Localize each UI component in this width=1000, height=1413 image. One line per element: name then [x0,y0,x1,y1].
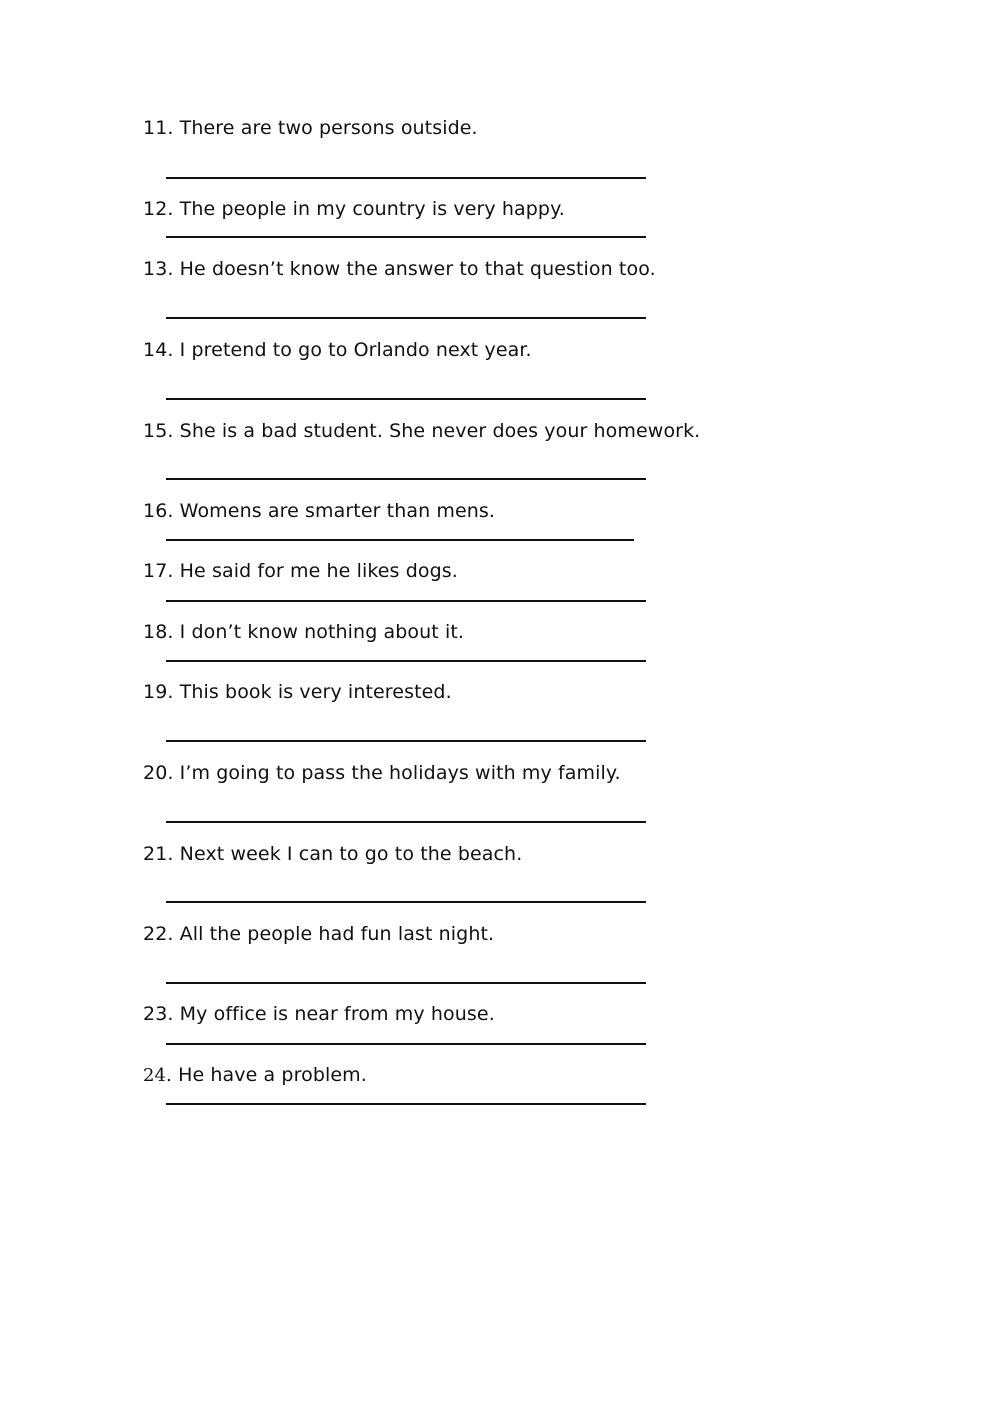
item-number: 21. [143,843,174,865]
sentence-12 [143,197,565,221]
answer-line-16[interactable] [166,539,634,541]
sentence-20 [143,761,621,785]
answer-line-13[interactable] [166,317,646,319]
answer-line-14[interactable] [166,398,646,400]
answer-line-21[interactable] [166,901,646,903]
sentence-text: I pretend to go to Orlando next year. [179,339,532,361]
item-number: 14. [143,339,174,361]
sentence-23 [143,1002,495,1026]
item-number: 19. [143,681,174,703]
sentence-text: There are two persons outside. [179,117,478,139]
sentence-19 [143,680,452,704]
sentence-text: Womens are smarter than mens. [179,500,496,522]
sentence-18 [143,620,464,644]
answer-line-17[interactable] [166,600,646,602]
answer-line-24[interactable] [166,1103,646,1105]
item-number: 20. [143,762,174,784]
sentence-text: He have a problem. [178,1064,367,1086]
sentence-text: The people in my country is very happy. [179,198,565,220]
sentence-13 [143,257,656,281]
answer-line-19[interactable] [166,740,646,742]
answer-line-15[interactable] [166,478,646,480]
item-number: 17. [143,560,174,582]
sentence-21 [143,842,522,866]
sentence-text: My office is near from my house. [179,1003,495,1025]
item-number: 18. [143,621,174,643]
sentence-15 [143,419,700,443]
sentence-11 [143,116,478,140]
item-number: 22. [143,923,174,945]
answer-line-22[interactable] [166,982,646,984]
sentence-text: This book is very interested. [179,681,452,703]
sentence-text: I don’t know nothing about it. [179,621,465,643]
sentence-14 [143,338,532,362]
answer-line-11[interactable] [166,177,646,179]
sentence-24 [143,1063,367,1088]
sentence-text: Next week I can to go to the beach. [179,843,523,865]
sentence-text: All the people had fun last night. [179,923,495,945]
answer-line-18[interactable] [166,660,646,662]
item-number: 16. [143,500,174,522]
sentence-16 [143,499,495,523]
sentence-text: He said for me he likes dogs. [179,560,458,582]
item-number: 24. [143,1065,172,1086]
item-number: 11. [143,117,174,139]
item-number: 15. [143,420,174,442]
sentence-17 [143,559,458,583]
item-number: 13. [143,258,174,280]
sentence-text: She is a bad student. She never does your homework. [179,420,701,442]
sentence-22 [143,922,494,946]
sentence-text: I’m going to pass the holidays with my family. [179,762,621,784]
item-number: 23. [143,1003,174,1025]
answer-line-12[interactable] [166,236,646,238]
answer-line-23[interactable] [166,1043,646,1045]
item-number: 12. [143,198,174,220]
answer-line-20[interactable] [166,821,646,823]
sentence-text: He doesn’t know the answer to that question too. [179,258,656,280]
